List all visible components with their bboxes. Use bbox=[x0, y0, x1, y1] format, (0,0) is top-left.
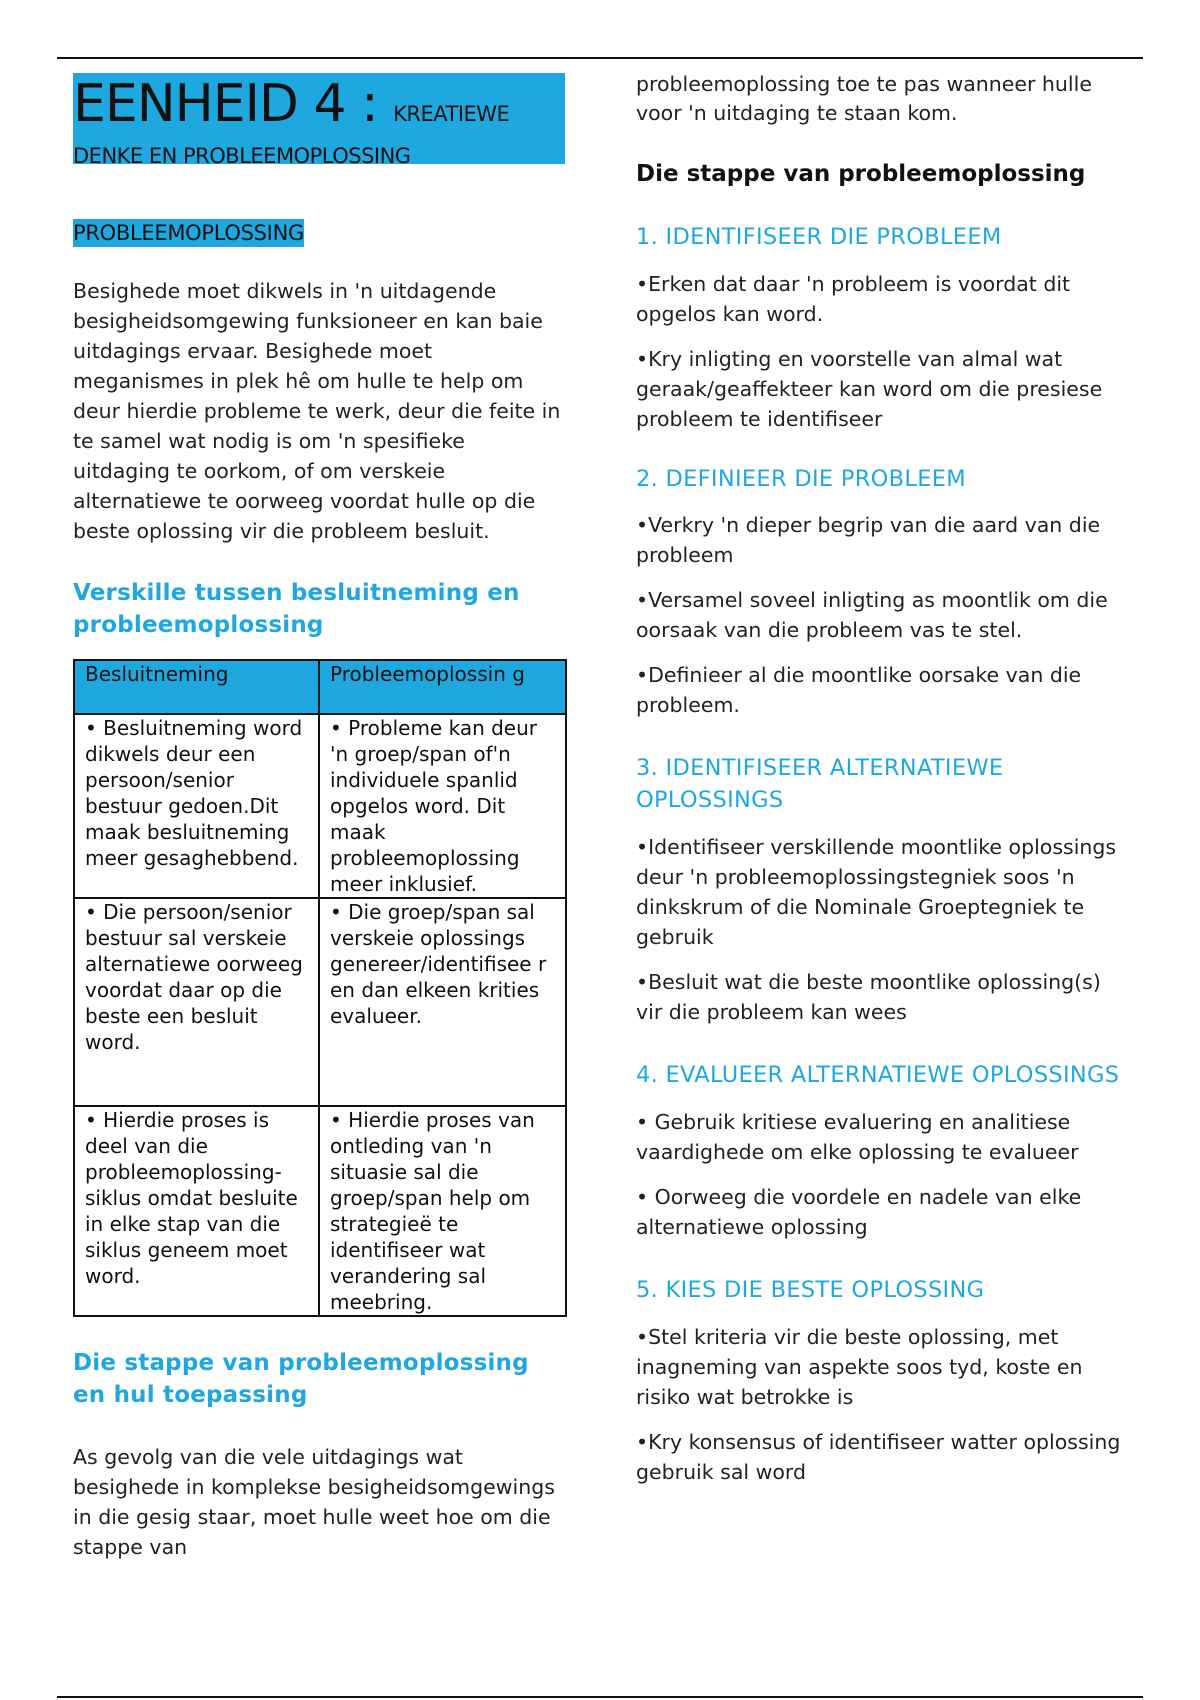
table-row bbox=[74, 898, 566, 1106]
step-point: •Stel kriteria vir die beste oplossing, met inagneming van aspekte soos tyd, koste en risiko wat betrokke is bbox=[636, 1325, 1083, 1409]
table-row bbox=[74, 714, 566, 898]
steps-intro-continued: probleemoplossing toe te pas wanneer hulle voor 'n uitdaging te staan kom. bbox=[636, 72, 1092, 125]
step-4 bbox=[636, 1059, 1126, 1242]
bottom-rule bbox=[57, 1696, 1143, 1698]
table-cell: • Die groep/span sal verskeie oplossings genereer/identifisee r en dan elkeen krities evalueer. bbox=[319, 898, 566, 1106]
step-title: 4. EVALUEER ALTERNATIEWE OPLOSSINGS bbox=[636, 1062, 1120, 1088]
comparison-table bbox=[73, 659, 567, 1317]
step-point: • Oorweeg die voordele en nadele van elke alternatiewe oplossing bbox=[636, 1185, 1082, 1239]
step-title: 5. KIES DIE BESTE OPLOSSING bbox=[636, 1277, 985, 1303]
unit-subtitle: DENKE EN PROBLEEMOPLOSSING bbox=[73, 144, 411, 168]
step-point: •Erken dat daar 'n probleem is voordat dit opgelos kan word. bbox=[636, 272, 1071, 326]
step-point: •Versamel soveel inligting as moontlik om die oorsaak van die probleem vas te stel. bbox=[636, 588, 1108, 642]
step-point: •Besluit wat die beste moontlike oplossing(s) vir die probleem kan wees bbox=[636, 970, 1101, 1024]
table-header-cell: Probleemoplossin g bbox=[319, 660, 566, 714]
steps-intro-paragraph: As gevolg van die vele uitdagings wat besighede in komplekse besigheidsomgewings in die gesig staar, moet hulle weet hoe om die stappe van bbox=[73, 1445, 555, 1559]
steps-heading-left: Die stappe van probleemoplossing en hul toepassing bbox=[73, 1350, 529, 1408]
step-point: •Definieer al die moontlike oorsake van die probleem. bbox=[636, 663, 1082, 717]
table-cell: • Die persoon/senior bestuur sal verskeie alternatiewe oorweeg voordat daar op die beste een besluit word. bbox=[74, 898, 319, 1106]
step-point: •Kry inligting en voorstelle van almal wat geraak/geaffekteer kan word om die presiese probleem te identifiseer bbox=[636, 347, 1103, 431]
step-title: 1. IDENTIFISEER DIE PROBLEEM bbox=[636, 224, 1002, 250]
table-cell: • Hierdie proses van ontleding van 'n situasie sal die groep/span help om strategieë te identifiseer wat verandering sal meebring. bbox=[319, 1106, 566, 1316]
step-5 bbox=[636, 1274, 1126, 1487]
intro-paragraph: Besighede moet dikwels in 'n uitdagende besigheidsomgewing funksioneer en kan baie uitdagings ervaar. Besighede moet meganismes in plek hê om hulle te help om deur hierdie probleme te werk, deur die feite in te samel wat nodig is om 'n spesifieke uitdaging te oorkom, of om verskeie alternatiewe te oorweeg voordat hulle op die beste oplossing vir die probleem besluit. bbox=[73, 279, 561, 543]
step-point: •Verkry 'n dieper begrip van die aard van die probleem bbox=[636, 513, 1101, 567]
step-title: 2. DEFINIEER DIE PROBLEEM bbox=[636, 466, 966, 492]
steps-heading-right: Die stappe van probleemoplossing bbox=[636, 161, 1086, 187]
step-point: • Gebruik kritiese evaluering en analitiese vaardighede om elke oplossing te evalueer bbox=[636, 1110, 1079, 1164]
left-column bbox=[73, 73, 565, 1562]
table-cell: • Probleme kan deur 'n groep/span of'n individuele spanlid opgelos word. Dit maak probleemoplossing meer inklusief. bbox=[319, 714, 566, 898]
table-cell: • Besluitneming word dikwels deur een persoon/senior bestuur gedoen.Dit maak besluitneming meer gesaghebbend. bbox=[74, 714, 319, 898]
top-rule bbox=[57, 57, 1143, 59]
step-2 bbox=[636, 463, 1126, 720]
section-label: PROBLEEMOPLOSSING bbox=[73, 221, 304, 245]
table-cell: • Hierdie proses is deel van die probleemoplossing-siklus omdat besluite in elke stap van die siklus geneem moet word. bbox=[74, 1106, 319, 1316]
unit-title-main: EENHEID 4 : bbox=[73, 74, 394, 134]
differences-heading: Verskille tussen besluitneming en probleemoplossing bbox=[73, 580, 520, 638]
step-3 bbox=[636, 752, 1126, 1027]
table-row bbox=[74, 1106, 566, 1316]
table-header-cell: Besluitneming bbox=[74, 660, 319, 714]
right-column bbox=[636, 70, 1126, 1487]
step-title: 3. IDENTIFISEER ALTERNATIEWE OPLOSSINGS bbox=[636, 755, 1004, 813]
unit-title bbox=[73, 76, 565, 142]
step-point: •Kry konsensus of identifiseer watter oplossing gebruik sal word bbox=[636, 1430, 1121, 1484]
step-point: •Identifiseer verskillende moontlike oplossings deur 'n probleemoplossingstegniek soos 'n dinkskrum of die Nominale Groeptegniek te gebruik bbox=[636, 835, 1117, 949]
unit-title-banner bbox=[73, 73, 565, 168]
step-1 bbox=[636, 221, 1126, 434]
unit-title-sub-inline: KREATIEWE bbox=[393, 102, 510, 126]
table-header-row bbox=[74, 660, 566, 714]
